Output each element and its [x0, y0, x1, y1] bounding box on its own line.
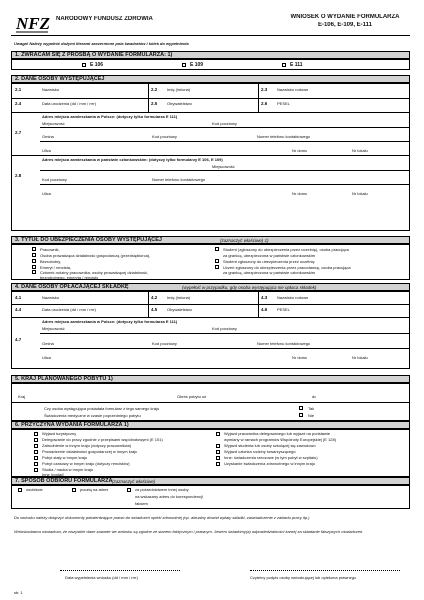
- section-7-title: 7. SPOSÓB ODBIORU FORMULARZA: [15, 478, 113, 484]
- field-2-7-num: 2.7: [15, 130, 22, 135]
- row-divider: [40, 333, 409, 334]
- question-prior-care: Świadczenia medyczne w czasie poprzedniego pobytu: [44, 413, 141, 418]
- checkbox-s6-3[interactable]: [34, 444, 38, 448]
- field-2-4-num: 2.4: [15, 101, 22, 106]
- payer-postcode-label-2: Kod pocztowy: [152, 341, 177, 346]
- section-2-body: [11, 83, 410, 231]
- s6-opt-10: wymiany w ramach programów Wspólnoty Europejskiej (E 128): [224, 437, 337, 442]
- payer-flat-label: Nr lokalu: [352, 355, 368, 360]
- section-7-body: [11, 485, 410, 509]
- field-4-4-num: 4.4: [15, 307, 22, 312]
- option-e106: E 106: [90, 62, 104, 68]
- checkbox-s6-1[interactable]: [34, 432, 38, 436]
- payer-city-label: Miejscowość: [42, 326, 65, 331]
- org-name: NARODOWY FUNDUSZ ZDROWIA: [56, 16, 153, 22]
- section-7-header: [11, 477, 410, 485]
- field-4-1-label: Nazwisko: [42, 295, 60, 300]
- section-3-note: (zaznaczyć właściwe) 1): [220, 238, 269, 243]
- field-2-5-num: 2.5: [151, 101, 158, 106]
- field-4-1-num: 4.1: [15, 295, 22, 300]
- s3-opt-family: Członek rodziny pracownika, osoby prowadzącej działalność,: [40, 270, 149, 275]
- option-e111: E 111: [290, 62, 303, 68]
- s3-opt-pupil-2: za granicą, ubezpieczona w państwie członkowskim: [223, 270, 316, 275]
- field-2-4-label: Data urodzenia (dd / mm / rrrr): [42, 101, 97, 106]
- field-2-2-num: 2.2: [151, 87, 158, 92]
- signature-line: [250, 570, 400, 571]
- row-divider: [12, 112, 409, 113]
- checkbox-s6-12[interactable]: [216, 450, 220, 454]
- col-divider: [148, 84, 149, 112]
- section-4-note: (wypełnić w przypadku, gdy osoba występująca nie opłaca składek): [182, 285, 317, 290]
- date-label: Data wypełnienia wniosku (dd / mm / rrrr): [65, 575, 138, 580]
- question-prior-form: Czy osoba występująca posiadała formularz z tego samego kraju: [44, 406, 160, 411]
- checkbox-s6-4[interactable]: [34, 450, 38, 454]
- field-4-3-label: Nazwisko rodowe: [277, 295, 309, 300]
- row-divider: [40, 348, 409, 349]
- s6-opt-1: Wyjazd turystyczny: [42, 431, 77, 436]
- checkbox-personal[interactable]: [18, 488, 22, 492]
- checkbox-yes[interactable]: [299, 406, 303, 410]
- field-4-5-label: Obywatelstwo: [167, 307, 192, 312]
- city-label-2: Miejscowość: [212, 164, 235, 169]
- pickup-proxy: za pośrednictwem innej osoby: [135, 487, 189, 492]
- row-divider: [12, 317, 409, 318]
- field-4-5-num: 4.5: [151, 307, 158, 312]
- footnote-1: Do wniosku należy dołączyć dokumenty potwierdzające prawo do świadczeń opieki zdrowotnej (np. aktualny dowód wpłaty składki, zaświadczenie z zakładu pracy itp.): [14, 515, 310, 520]
- s6-opt-11: Wyjazd studenta lub osoby szkolącej się zawodowo: [224, 443, 316, 448]
- nfz-logo: [14, 12, 50, 36]
- field-2-8-num: 2.8: [15, 173, 22, 178]
- field-4-6-label: PESEL: [277, 307, 290, 312]
- row-divider: [12, 155, 409, 156]
- fill-note: Uwaga! Należy wypełnić dużymi literami zaczernione pola kwadratów i kółek do wypełnienia: [14, 41, 189, 46]
- payer-house-label: Nr domu: [292, 355, 308, 360]
- pickup-personal: osobiście: [26, 487, 43, 492]
- form-title: WNIOSEK O WYDANIE FORMULARZA: [290, 14, 400, 20]
- form-title-forms: E-106, E-109, E-111: [317, 22, 373, 28]
- checkbox-s3-7[interactable]: [215, 259, 219, 263]
- s6-opt-13: Inne: świadczenia rzeczowe (w tym pobyt w szpitalu): [224, 455, 318, 460]
- s6-opt-4: Prowadzenie działalności gospodarczej w innym kraju: [42, 449, 138, 454]
- field-4-2-num: 4.2: [151, 295, 158, 300]
- payer-address-label: Adres miejsca zamieszkania w Polsce: (dotyczy tylko formularza E 111): [42, 319, 178, 324]
- section-2-title: 2. DANE OSOBY WYSTĘPUJĄCEJ: [15, 76, 105, 82]
- s6-opt-9: Wyjazd pracownika delegowanego lub wyjazd na podstawie: [224, 431, 331, 436]
- field-2-5-label: Obywatelstwo: [167, 101, 192, 106]
- phone-label-2: Numer telefonu kontaktowego: [152, 177, 206, 182]
- header-divider: [11, 35, 410, 36]
- col-divider: [258, 292, 259, 317]
- checkbox-e106[interactable]: [82, 63, 86, 67]
- flat-label-2: Nr lokalu: [352, 191, 368, 196]
- section-5-header: [11, 375, 410, 383]
- page-number: str. 1: [14, 590, 23, 595]
- section-6-header: [11, 421, 410, 429]
- checkbox-e109[interactable]: [182, 63, 186, 67]
- signature-label: Czytelny podpis osoby wnioskującej lub opiekuna prawnego: [250, 575, 357, 580]
- s3-opt-family-2: bezrobotnego, emeryta / rencisty: [40, 275, 99, 280]
- field-2-6-label: PESEL: [277, 101, 290, 106]
- row-divider: [12, 98, 409, 99]
- field-4-7-num: 4.7: [15, 337, 22, 342]
- s6-opt-12: Wyjazd członka rodziny towarzyszącego: [224, 449, 296, 454]
- address-abroad-label: Adres miejsca zamieszkania w państwie członkowskim: (dotyczy tylko formularzy E 106, E 109): [42, 157, 223, 162]
- checkbox-no[interactable]: [299, 413, 303, 417]
- section-1-body: [11, 59, 410, 70]
- street-label-2: Ulica: [42, 191, 51, 196]
- section-1-header: [11, 51, 410, 59]
- checkbox-s6-14[interactable]: [216, 462, 220, 466]
- checkbox-s6-2[interactable]: [34, 438, 38, 442]
- field-4-3-num: 4.3: [261, 295, 268, 300]
- s3-opt-pensioner: Emeryt / rencista,: [40, 265, 72, 270]
- s3-opt-student-2: za granicą, ubezpieczona w państwie członkowskim: [223, 253, 316, 258]
- field-2-3-label: Nazwisko rodowe: [277, 87, 309, 92]
- checkbox-s3-6[interactable]: [215, 247, 219, 251]
- checkbox-s3-8[interactable]: [215, 265, 219, 269]
- field-2-1-label: Nazwisko: [42, 87, 60, 92]
- s3-opt-unemployed: Bezrobotny,: [40, 259, 62, 264]
- payer-street-label: Ulica: [42, 355, 51, 360]
- section-6-body: [11, 429, 410, 477]
- flat-label: Nr lokalu: [352, 148, 368, 153]
- commune-label: Gmina: [42, 134, 54, 139]
- field-4-4-label: Data urodzenia (dd / mm / rrrr): [42, 307, 97, 312]
- s3-opt-student-uni: Student zgłoszony do ubezpieczenia przez uczelnię: [223, 259, 315, 264]
- s6-opt-5: Pobyt stały w innym kraju: [42, 455, 88, 460]
- checkbox-s3-1[interactable]: [32, 247, 36, 251]
- field-4-6-num: 4.6: [261, 307, 268, 312]
- payer-postcode-label: Kod pocztowy: [212, 326, 237, 331]
- checkbox-s3-4[interactable]: [32, 265, 36, 269]
- row-divider: [40, 141, 409, 142]
- pickup-post: pocztą na adres: [80, 487, 109, 492]
- checkbox-s6-11[interactable]: [216, 444, 220, 448]
- checkbox-s6-7[interactable]: [34, 468, 38, 472]
- field-2-6-num: 2.6: [261, 101, 268, 106]
- field-2-2-label: Imię (imiona): [167, 87, 191, 92]
- house-label: Nr domu: [292, 148, 308, 153]
- col-divider: [258, 84, 259, 112]
- s3-opt-student: Student (zgłoszony do ubezpieczenia przez uczelnię), osoba pracująca: [223, 247, 349, 252]
- s6-opt-7: Studia / nauka w innym kraju: [42, 467, 94, 472]
- section-4-body: [11, 291, 410, 369]
- checkbox-s6-5[interactable]: [34, 456, 38, 460]
- checkbox-s6-13[interactable]: [216, 456, 220, 460]
- section-3-header: [11, 236, 410, 244]
- phone-label: Numer telefonu kontaktowego: [257, 134, 311, 139]
- row-divider: [40, 170, 409, 171]
- address-home-label: Adres miejsca zamieszkania w Polsce: (dotyczy tylko formularza E 111): [42, 114, 178, 119]
- postcode-label: Kod pocztowy: [212, 121, 237, 126]
- payer-phone-label: Numer telefonu kontaktowego: [257, 341, 311, 346]
- section-3-body: [11, 244, 410, 280]
- postcode-label-3: Kod pocztowy: [42, 177, 67, 182]
- section-1-title: 1. ZWRACAM SIĘ Z PROŚBĄ O WYDANIE FORMULARZA: 1): [15, 52, 173, 58]
- s6-opt-2: Delegowanie do pracy zgodnie z przepisami wspólnotowymi (E 101): [42, 437, 163, 442]
- field-4-2-label: Imię (imiona): [167, 295, 191, 300]
- city-label: Miejscowość: [42, 121, 65, 126]
- section-3-title: 3. TYTUŁ DO UBEZPIECZENIA OSOBY WYSTĘPUJĄCEJ: [15, 237, 162, 243]
- s3-opt-business: Osoba prowadząca działalność gospodarczą (przedsiębiorca),: [40, 253, 151, 258]
- option-e109: E 109: [190, 62, 204, 68]
- row-divider: [40, 127, 409, 128]
- row-divider: [40, 184, 409, 185]
- row-divider: [12, 402, 409, 403]
- period-to-label: do: [312, 394, 317, 399]
- checkbox-s6-9[interactable]: [216, 432, 220, 436]
- checkbox-proxy[interactable]: [127, 488, 131, 492]
- section-7-note: (zaznaczyć właściwe): [112, 479, 156, 484]
- checkbox-s3-3[interactable]: [32, 259, 36, 263]
- date-line: [60, 570, 180, 571]
- pickup-address: na wskazany adres do korespondencji: [135, 494, 203, 499]
- section-4-header: [11, 283, 410, 291]
- s3-opt-pupil: Uczeń zgłoszony do ubezpieczenia przez pracodawcę, osoba pracująca: [223, 265, 351, 270]
- s6-opt-14: Uzyskanie świadczenia zdrowotnego w innym kraju: [224, 461, 315, 466]
- yes-label: Tak: [308, 406, 315, 411]
- section-5-body: [11, 383, 410, 421]
- checkbox-post[interactable]: [72, 488, 76, 492]
- s6-opt-8: Inne (podać): [42, 472, 65, 477]
- checkbox-s3-2[interactable]: [32, 253, 36, 257]
- footnote-2: Wnioskodawca oświadcza, że wszystkie dane zawarte we wniosku są zgodne ze stanem faktycznym i prawnym. Jestem świadomy(a) odpowiedzialności karnej za składanie fałszywych oświadczeń.: [14, 529, 364, 534]
- street-label: Ulica: [42, 148, 51, 153]
- checkbox-e111[interactable]: [282, 63, 286, 67]
- postcode-label-2: Kod pocztowy: [152, 134, 177, 139]
- checkbox-s3-5[interactable]: [32, 270, 36, 274]
- checkbox-s6-6[interactable]: [34, 462, 38, 466]
- field-2-3-num: 2.3: [261, 87, 268, 92]
- period-from-label: Okres pobytu od: [177, 394, 207, 399]
- s6-opt-6: Pobyt czasowy w innym kraju (dotyczy rencistów): [42, 461, 130, 466]
- field-2-1-num: 2.1: [15, 87, 22, 92]
- payer-commune-label: Gmina: [42, 341, 54, 346]
- section-4-title: 4. DANE OSOBY OPŁACAJĄCEJ SKŁADKĘ: [15, 284, 129, 290]
- country-label: Kraj: [18, 394, 26, 399]
- logo-text: NFZ: [16, 14, 50, 33]
- s6-opt-3: Zatrudnienie w innym kraju (dotyczy pracowników): [42, 443, 132, 448]
- section-2-header: [11, 75, 410, 83]
- s3-opt-worker: Pracownik,: [40, 247, 60, 252]
- section-6-title: 6. PRZYCZYNA WYDANIA FORMULARZA 1): [15, 422, 129, 428]
- pickup-fax: faksem: [135, 501, 148, 506]
- row-divider: [12, 304, 409, 305]
- section-5-title: 5. KRAJ PLANOWANEGO POBYTU 1): [15, 376, 113, 382]
- col-divider: [148, 292, 149, 317]
- no-label: Nie: [308, 413, 315, 418]
- house-label-2: Nr domu: [292, 191, 308, 196]
